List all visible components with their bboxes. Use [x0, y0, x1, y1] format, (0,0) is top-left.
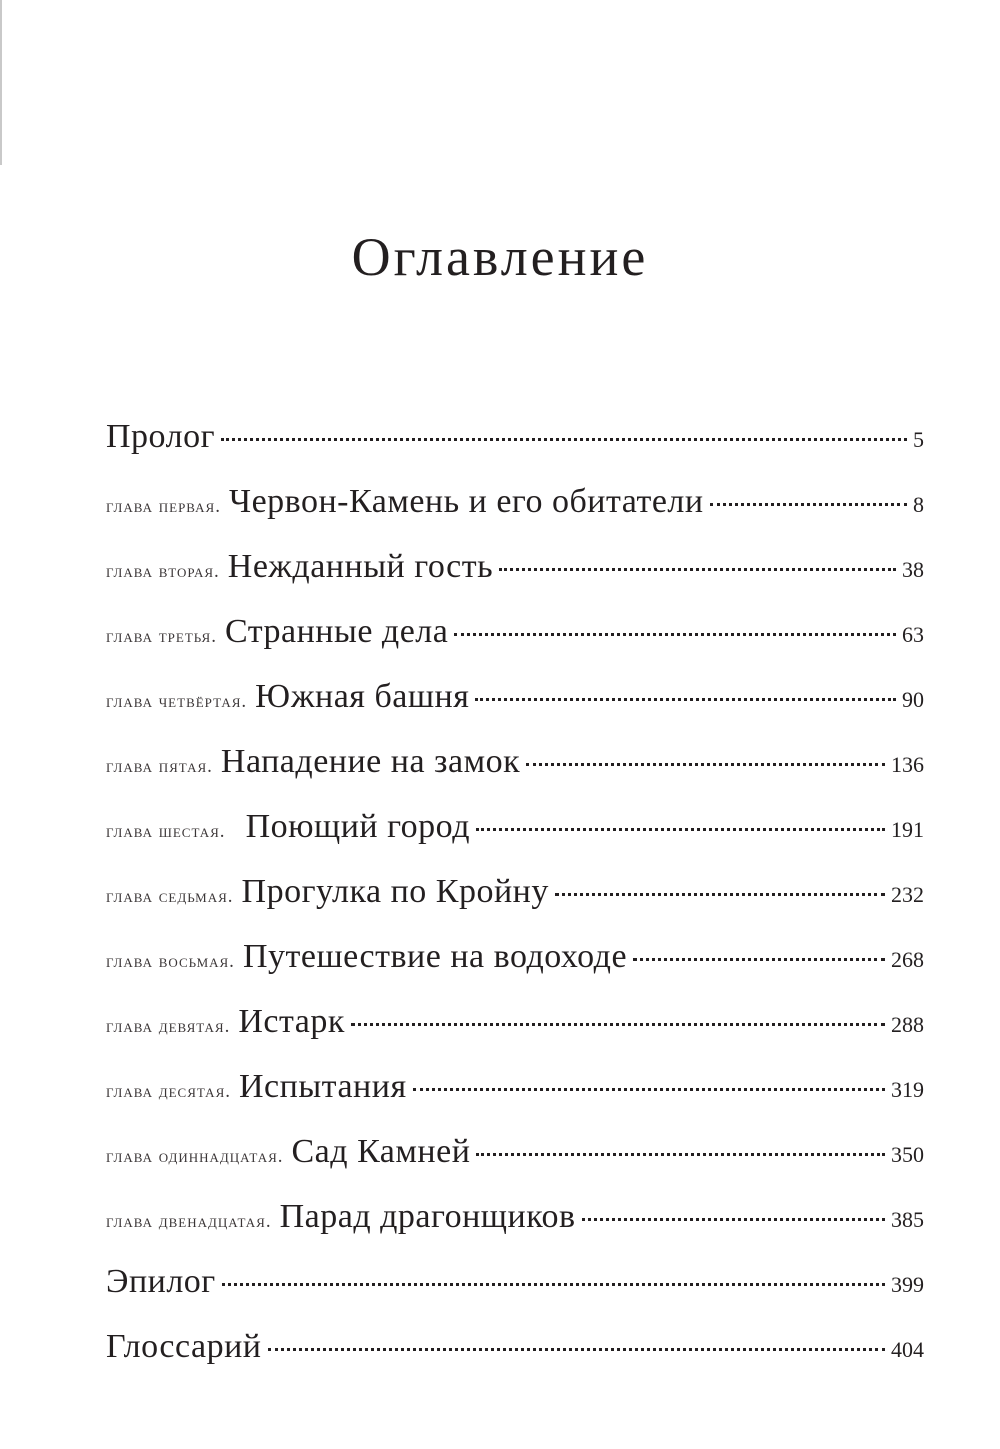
dot-leader [454, 633, 896, 636]
chapter-label: глава третья. [106, 626, 217, 647]
toc-page-number: 288 [891, 1012, 924, 1037]
toc-entry-chapter-7[interactable] [106, 873, 924, 938]
toc-entry-title: Эпилог [106, 1263, 216, 1300]
chapter-label: глава десятая. [106, 1081, 231, 1102]
toc-entry-title: Странные дела [224, 613, 449, 650]
toc-page-number: 63 [902, 622, 924, 647]
dot-leader [499, 568, 896, 571]
toc-page-number: 191 [891, 817, 924, 842]
toc-entry-prologue[interactable] [106, 418, 924, 483]
toc-entry-title: Южная башня [255, 678, 470, 715]
toc-page-number: 399 [891, 1272, 924, 1297]
toc-entry-chapter-8[interactable] [106, 938, 924, 1003]
toc-entry-title: Путешествие на водоходе [242, 938, 628, 975]
chapter-label: глава одиннадцатая. [106, 1146, 284, 1167]
toc-entry-chapter-4[interactable] [106, 678, 924, 743]
dot-leader [582, 1218, 885, 1221]
toc-page-number: 350 [891, 1142, 924, 1167]
toc-entry-chapter-5[interactable] [106, 743, 924, 808]
toc-entry-chapter-10[interactable] [106, 1068, 924, 1133]
table-of-contents [106, 418, 924, 1393]
toc-entry-title: Пролог [106, 418, 216, 455]
dot-leader [221, 438, 907, 441]
toc-entry-chapter-6[interactable] [106, 808, 924, 873]
dot-leader [476, 828, 885, 831]
dot-leader [526, 763, 885, 766]
chapter-label: глава шестая. [106, 821, 226, 842]
toc-entry-title: Истарк [238, 1003, 345, 1040]
toc-entry-title: Глоссарий [106, 1328, 262, 1365]
dot-leader [476, 1153, 885, 1156]
toc-entry-title: Поющий город [245, 808, 471, 845]
toc-entry-chapter-12[interactable] [106, 1198, 924, 1263]
toc-entry-epilogue[interactable] [106, 1263, 924, 1328]
toc-page-number: 5 [913, 427, 924, 452]
toc-entry-chapter-1[interactable] [106, 483, 924, 548]
toc-page-number: 232 [891, 882, 924, 907]
chapter-label: глава двенадцатая. [106, 1211, 272, 1232]
toc-page-number: 8 [913, 492, 924, 517]
toc-entry-title: Червон-Камень и его обитатели [228, 483, 704, 520]
toc-entry-title: Нападение на замок [220, 743, 521, 780]
toc-entry-chapter-9[interactable] [106, 1003, 924, 1068]
page-title: Оглавление [351, 227, 649, 287]
chapter-label: глава девятая. [106, 1016, 231, 1037]
chapter-label: глава седьмая. [106, 886, 234, 907]
toc-page-number: 319 [891, 1077, 924, 1102]
chapter-label: глава первая. [106, 496, 221, 517]
toc-entry-title: Прогулка по Кройну [241, 873, 549, 910]
dot-leader [222, 1283, 885, 1286]
chapter-label: глава пятая. [106, 756, 213, 777]
toc-page-number: 38 [902, 557, 924, 582]
toc-entry-title: Нежданный гость [227, 548, 494, 585]
dot-leader [351, 1023, 885, 1026]
chapter-label: глава вторая. [106, 561, 220, 582]
dot-leader [555, 893, 885, 896]
dot-leader [268, 1348, 886, 1351]
toc-entry-title: Сад Камней [291, 1133, 471, 1170]
toc-page-number: 136 [891, 752, 924, 777]
toc-entry-title: Испытания [239, 1068, 407, 1105]
toc-entry-chapter-2[interactable] [106, 548, 924, 613]
toc-entry-glossary[interactable] [106, 1328, 924, 1393]
toc-entry-title: Парад драгонщиков [279, 1198, 576, 1235]
toc-page-number: 90 [902, 687, 924, 712]
toc-page-number: 404 [891, 1337, 924, 1362]
toc-entry-chapter-11[interactable] [106, 1133, 924, 1198]
chapter-label: глава восьмая. [106, 951, 235, 972]
dot-leader [710, 503, 907, 506]
dot-leader [413, 1088, 885, 1091]
toc-page-number: 385 [891, 1207, 924, 1232]
chapter-label: глава четвёртая. [106, 691, 248, 712]
toc-entry-chapter-3[interactable] [106, 613, 924, 678]
page-edge-mark [0, 0, 2, 165]
dot-leader [475, 698, 896, 701]
toc-page-number: 268 [891, 947, 924, 972]
dot-leader [633, 958, 885, 961]
